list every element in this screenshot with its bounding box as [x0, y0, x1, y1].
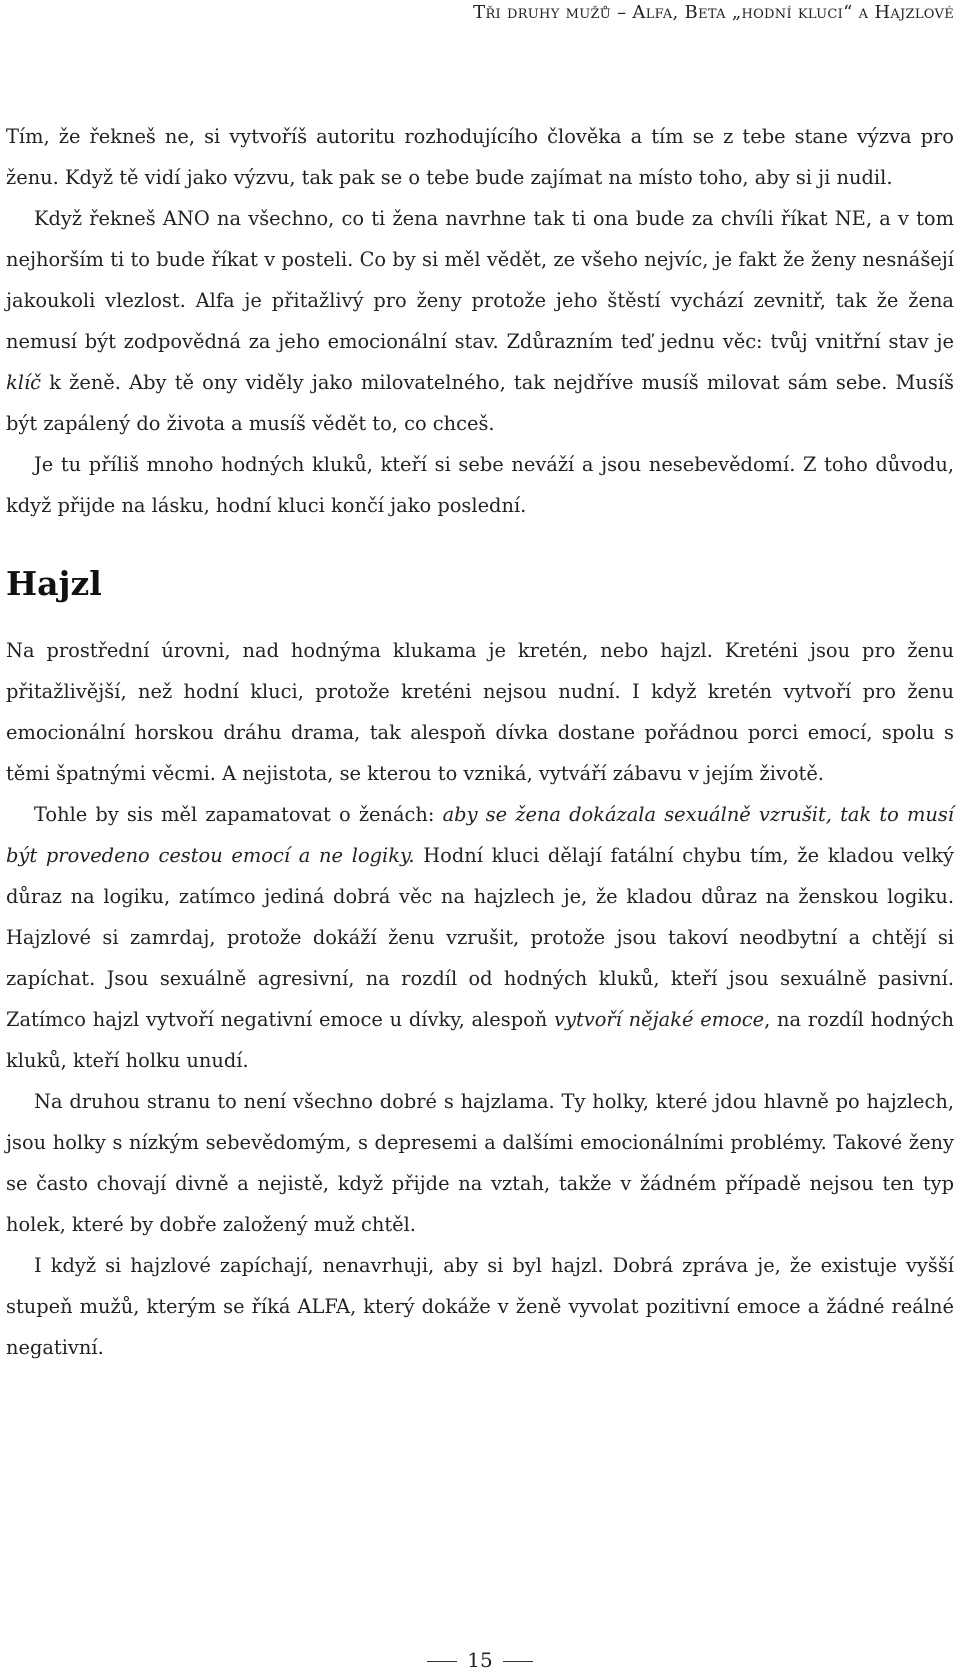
paragraph — [6, 198, 954, 444]
page-content — [6, 116, 954, 1368]
paragraph: Tím, že řekneš ne, si vytvoříš autoritu rozhodujícího člověka a tím se z tebe stane výzva pro ženu. Když tě vidí jako výzvu, tak pak se o tebe bude zajímat na místo toho, aby si ji nudil. — [6, 125, 954, 189]
folio-dash — [503, 1661, 533, 1662]
folio-dash — [427, 1661, 457, 1662]
page-number-text: 15 — [467, 1648, 493, 1672]
text-run: Když řekneš ANO na všechno, co ti žena navrhne tak ti ona bude za chvíli říkat NE, a v tom nejhorším ti to bude říkat v posteli. Co by si měl vědět, ze všeho nejvíc, je fakt že ženy nesnášejí jakoukoli vlezlost. Alfa je přitažlivý pro ženy protože jeho štěstí vychází zevnitř, tak že žena nemusí být zodpovědná za jeho emocionální stav. Zdůrazním teď jednu věc: tvůj vnitřní stav je — [6, 207, 954, 353]
paragraph: Na druhou stranu to není všechno dobré s hajzlama. Ty holky, které jdou hlavně po hajzlech, jsou holky s nízkým sebevědomým, s depresemi a dalšími emocionálními problémy. Takové ženy se často chovají divně a nejistě, když přijde na vztah, takže v žádném případě nejsou ten typ holek, které by dobře založený muž chtěl. — [6, 1090, 954, 1236]
paragraph: I když si hajzlové zapíchají, nenavrhuji, aby si byl hajzl. Dobrá zpráva je, že existuje vyšší stupeň mužů, kterým se říká ALFA, který dokáže v ženě vyvolat pozitivní emoce a žádné reálné negativní. — [6, 1254, 954, 1359]
emphasis: aby se žena dokázala sexuálně vzrušit, tak to musí být provedeno cestou emocí a ne logiky. — [6, 803, 954, 867]
page-number — [0, 1648, 960, 1672]
paragraph — [6, 794, 954, 1081]
paragraph: Na prostřední úrovni, nad hodnýma klukama je kretén, nebo hajzl. Kreténi jsou pro ženu přitažlivější, než hodní kluci, protože kreténi nejsou nudní. I když kretén vytvoří pro ženu emocionální horskou dráhu drama, tak alespoň dívka dostane pořádnou porci emocí, spolu s těmi špatnými věcmi. A nejistota, se kterou to vzniká, vytváří zábavu v jejím životě. — [6, 639, 954, 785]
section-heading: Hajzl — [6, 564, 102, 603]
text-run: Hodní kluci dělají fatální chybu tím, že kladou velký důraz na logiku, zatímco jediná dobrá věc na hajzlech je, že kladou důraz na ženskou logiku. Hajzlové si zamrdaj, protože dokáží ženu vzrušit, protože jsou takoví neodbytní a chtějí si zapíchat. Jsou sexuálně agresivní, na rozdíl od hodných kluků, kteří jsou sexuálně pasivní. Zatímco hajzl vytvoří negativní emoce u dívky, alespoň — [6, 844, 955, 1031]
text-run: Tohle by sis měl zapamatovat o ženách: — [34, 803, 443, 826]
emphasis: klíč — [6, 371, 42, 394]
text-run: k ženě. Aby tě ony viděly jako milovatelného, tak nejdříve musíš milovat sám sebe. Musíš být zapálený do života a musíš vědět to, co chceš. — [6, 371, 954, 435]
emphasis: vytvoří nějaké emoce — [554, 1008, 765, 1031]
paragraph: Je tu příliš mnoho hodných kluků, kteří si sebe neváží a jsou nesebevědomí. Z toho důvodu, když přijde na lásku, hodní kluci končí jako poslední. — [6, 453, 954, 517]
text-run: , na rozdíl hodných kluků, kteří holku unudí. — [6, 1008, 955, 1072]
running-head: Tři druhy mužů – Alfa, Beta „hodní kluci“ a Hajzlové — [473, 2, 954, 23]
